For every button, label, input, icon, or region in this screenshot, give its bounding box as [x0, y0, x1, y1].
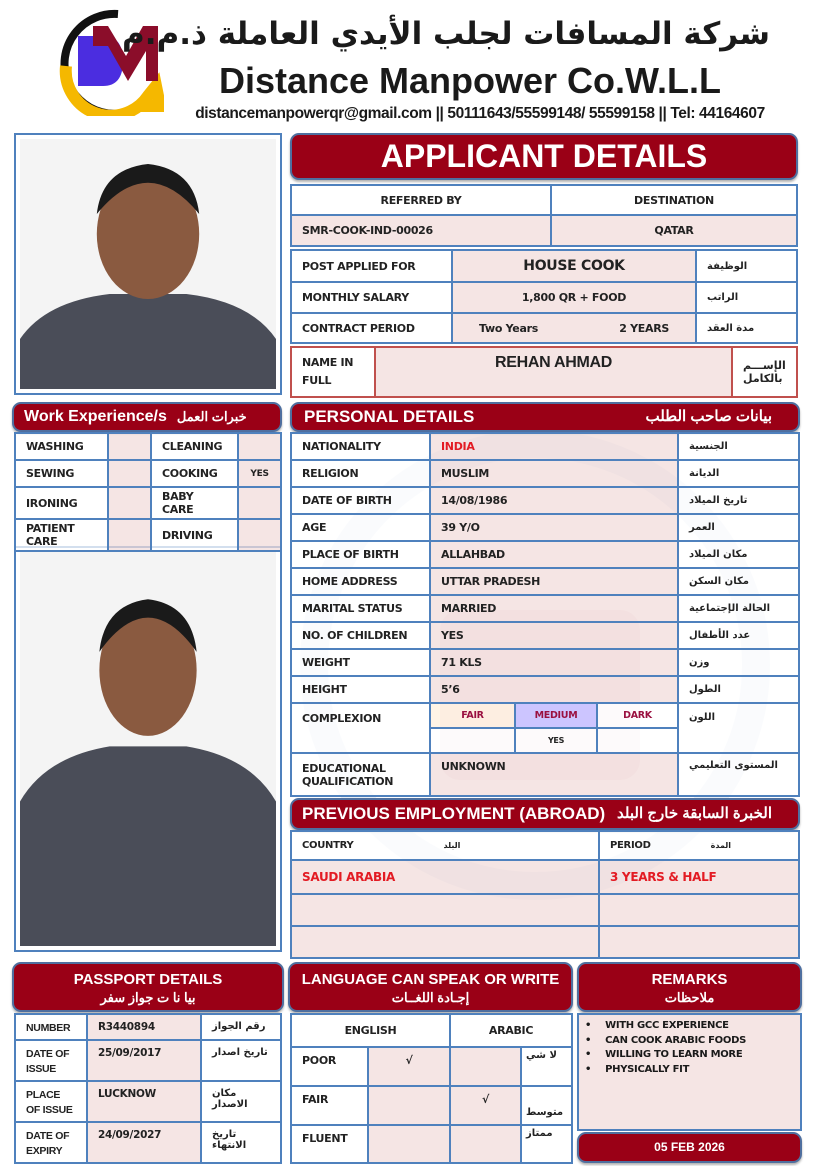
- field-value: MUSLIM: [430, 460, 678, 487]
- name-label-ar: الإســـم بالكامل: [732, 347, 797, 397]
- skill-value: [238, 433, 281, 460]
- contract-value: [452, 313, 696, 343]
- remarks-list: [585, 1019, 794, 1077]
- work-experience-table: [14, 432, 282, 552]
- field-value: 71 KLS: [430, 649, 678, 676]
- field-label-ar: عدد الأطفال: [678, 622, 799, 649]
- previous-employment-title-ar: الخبرة السابقة خارج البلد: [617, 805, 772, 822]
- complexion-medium-mark: YES: [515, 728, 597, 753]
- level-label-ar: متوسط: [521, 1086, 572, 1125]
- post-value: HOUSE COOK: [452, 250, 696, 282]
- arabic-level-mark: [450, 1047, 521, 1086]
- english-header: ENGLISH: [291, 1014, 450, 1047]
- field-label-ar: تاريخ الميلاد: [678, 487, 799, 514]
- skill-label: BABY CARE: [151, 487, 238, 519]
- passport-table: [14, 1013, 282, 1164]
- field-label-ar: العمر: [678, 514, 799, 541]
- education-label: EDUCATIONAL QUALIFICATION: [291, 753, 430, 796]
- field-label-ar: وزن: [678, 649, 799, 676]
- field-value: MARRIED: [430, 595, 678, 622]
- skill-label: COOKING: [151, 460, 238, 487]
- field-value: UTTAR PRADESH: [430, 568, 678, 595]
- personal-row: [291, 676, 799, 703]
- english-level-mark: [368, 1086, 450, 1125]
- passport-field-label-ar: تاريخ الانتهاء: [201, 1122, 281, 1163]
- skill-label: DRIVING: [151, 519, 238, 551]
- field-label-ar: مكان الميلاد: [678, 541, 799, 568]
- complexion-fair-mark: [430, 728, 515, 753]
- referred-by-value: SMR-COOK-IND-00026: [291, 215, 551, 246]
- applicant-full-photo: [14, 546, 282, 952]
- personal-details-banner: [290, 402, 800, 432]
- previous-employment-banner: [290, 798, 800, 830]
- english-level-mark: [368, 1125, 450, 1163]
- language-row: [291, 1125, 572, 1163]
- skill-label: CLEANING: [151, 433, 238, 460]
- complexion-dark: DARK: [597, 703, 678, 728]
- work-experience-title-ar: خبرات العمل: [176, 409, 247, 424]
- arabic-level-mark: [450, 1125, 521, 1163]
- work-experience-row: [15, 460, 281, 487]
- field-value: 39 Y/O: [430, 514, 678, 541]
- field-label: AGE: [291, 514, 430, 541]
- language-banner: [288, 962, 573, 1012]
- complexion-label: COMPLEXION: [291, 703, 430, 753]
- complexion-label-ar: اللون: [678, 703, 799, 753]
- remark-item: • PHYSICALLY FIT: [585, 1063, 690, 1075]
- personal-row: [291, 514, 799, 541]
- salary-label: MONTHLY SALARY: [291, 282, 452, 313]
- field-label: HOME ADDRESS: [291, 568, 430, 595]
- employment-period: [599, 926, 799, 958]
- remark-text: PHYSICALLY FIT: [605, 1063, 690, 1075]
- personal-row: [291, 568, 799, 595]
- language-row: [291, 1086, 572, 1125]
- skill-value: [238, 519, 281, 551]
- complexion-dark-mark: [597, 728, 678, 753]
- period-label-ar: المدة: [710, 841, 732, 850]
- field-label-ar: الديانة: [678, 460, 799, 487]
- contract-label: CONTRACT PERIOD: [291, 313, 452, 343]
- remarks-title: REMARKS: [651, 971, 728, 988]
- skill-value: [238, 487, 281, 519]
- skill-label: WASHING: [15, 433, 108, 460]
- complexion-medium: MEDIUM: [515, 703, 597, 728]
- passport-field-label-ar: مكان الاصدار: [201, 1081, 281, 1122]
- remark-text: WILLING TO LEARN MORE: [605, 1049, 743, 1060]
- language-row: [291, 1047, 572, 1086]
- destination-label: DESTINATION: [551, 185, 797, 215]
- destination-value: QATAR: [551, 215, 797, 246]
- remark-item: • WILLING TO LEARN MORE: [585, 1049, 743, 1060]
- personal-row: [291, 622, 799, 649]
- work-experience-title: Work Experience/s: [24, 408, 167, 425]
- field-label-ar: الطول: [678, 676, 799, 703]
- applicant-details-banner: APPLICANT DETAILS: [290, 133, 798, 180]
- company-name: Distance Manpower Co.W.L.L: [218, 60, 722, 101]
- field-value: ALLAHBAD: [430, 541, 678, 568]
- complexion-fair: FAIR: [430, 703, 515, 728]
- passport-field-label: PLACE OF ISSUE: [15, 1081, 87, 1122]
- personal-row: [291, 649, 799, 676]
- contract-value-years: 2 YEARS: [619, 321, 669, 335]
- work-experience-row: [15, 519, 281, 551]
- field-value: INDIA: [430, 433, 678, 460]
- skill-label: SEWING: [15, 460, 108, 487]
- level-label-ar: ممتاز: [521, 1125, 572, 1163]
- employment-period: 3 YEARS & HALF: [599, 860, 799, 894]
- remarks-title-ar: ملاحظات: [664, 990, 715, 1005]
- employment-row: [291, 926, 799, 958]
- education-label-ar: المستوى التعليمي: [678, 753, 799, 796]
- applicant-photo: [14, 133, 282, 395]
- country-header: [291, 831, 599, 860]
- post-label: POST APPLIED FOR: [291, 250, 452, 282]
- passport-title-ar: بيا نا ت جواز سفر: [100, 990, 196, 1005]
- previous-employment-title: PREVIOUS EMPLOYMENT (ABROAD): [302, 804, 606, 823]
- skill-value: YES: [238, 460, 281, 487]
- period-label: PERIOD: [610, 840, 651, 851]
- company-name-arabic: شركة المسافات لجلب الأيدي العاملة ذ.م.م: [122, 16, 770, 52]
- field-label-ar: مكان السكن: [678, 568, 799, 595]
- country-label-ar: البلد: [443, 841, 461, 850]
- passport-field-value: R3440894: [87, 1014, 201, 1040]
- salary-label-ar: الراتب: [696, 282, 797, 313]
- passport-field-value: LUCKNOW: [87, 1081, 201, 1122]
- work-experience-row: [15, 487, 281, 519]
- name-label: NAME IN FULL: [291, 347, 375, 397]
- referred-by-label: REFERRED BY: [291, 185, 551, 215]
- remark-text: WITH GCC EXPERIENCE: [605, 1020, 729, 1031]
- skill-label: IRONING: [15, 487, 108, 519]
- remark-text: CAN COOK ARABIC FOODS: [605, 1034, 746, 1046]
- field-value: YES: [430, 622, 678, 649]
- passport-field-label: DATE OF ISSUE: [15, 1040, 87, 1081]
- work-experience-banner: [12, 402, 282, 432]
- remark-item: • CAN COOK ARABIC FOODS: [585, 1034, 746, 1046]
- company-contact: distancemanpowerqr@gmail.com || 50111643/55599148/ 55599158 || Tel: 44164607: [195, 105, 765, 122]
- language-table: [290, 1013, 573, 1164]
- language-title-ar: إجـادة اللغــات: [391, 990, 470, 1005]
- personal-row: [291, 541, 799, 568]
- employment-row: [291, 894, 799, 926]
- passport-row: [15, 1040, 281, 1081]
- personal-details-table: [290, 432, 800, 797]
- name-table: [290, 346, 798, 398]
- skill-value: [108, 519, 151, 551]
- contract-label-ar: مدة العقد: [696, 313, 797, 343]
- skill-value: [108, 433, 151, 460]
- language-title: LANGUAGE CAN SPEAK OR WRITE: [301, 971, 560, 988]
- employment-row: [291, 860, 799, 894]
- country-label: COUNTRY: [302, 840, 354, 851]
- passport-field-label-ar: رقم الجواز: [201, 1014, 281, 1040]
- personal-details-title-ar: بيانات صاحب الطلب: [645, 408, 772, 425]
- post-label-ar: الوظيفة: [696, 250, 797, 282]
- skill-value: [108, 460, 151, 487]
- salary-value: 1,800 QR + FOOD: [452, 282, 696, 313]
- passport-row: [15, 1122, 281, 1163]
- field-value: 14/08/1986: [430, 487, 678, 514]
- work-experience-row: [15, 433, 281, 460]
- arabic-header: ARABIC: [450, 1014, 572, 1047]
- passport-field-label-ar: تاريخ اصدار: [201, 1040, 281, 1081]
- skill-value: [108, 487, 151, 519]
- job-table: [290, 249, 798, 344]
- level-label: FLUENT: [291, 1125, 368, 1163]
- full-name-value: REHAN AHMAD: [375, 347, 732, 397]
- period-header: [599, 831, 799, 860]
- field-label: NATIONALITY: [291, 433, 430, 460]
- field-value: 5’6: [430, 676, 678, 703]
- employment-country: [291, 926, 599, 958]
- field-label: PLACE OF BIRTH: [291, 541, 430, 568]
- field-label-ar: الجنسية: [678, 433, 799, 460]
- arabic-level-mark: √: [450, 1086, 521, 1125]
- previous-employment-table: [290, 830, 800, 959]
- skill-label: PATIENT CARE: [15, 519, 108, 551]
- english-level-mark: √: [368, 1047, 450, 1086]
- passport-title: PASSPORT DETAILS: [73, 971, 223, 988]
- field-label-ar: الحالة الإجتماعية: [678, 595, 799, 622]
- remarks-banner: [577, 962, 802, 1012]
- contract-value-words: Two Years: [479, 321, 538, 335]
- employment-country: SAUDI ARABIA: [291, 860, 599, 894]
- passport-field-label: DATE OF EXPIRY: [15, 1122, 87, 1163]
- personal-row: [291, 595, 799, 622]
- passport-field-value: 24/09/2027: [87, 1122, 201, 1163]
- referral-table: [290, 184, 798, 247]
- level-label: FAIR: [291, 1086, 368, 1125]
- level-label-ar: لا شي: [521, 1047, 572, 1086]
- personal-row: [291, 433, 799, 460]
- personal-row: [291, 460, 799, 487]
- education-value: UNKNOWN: [430, 753, 678, 796]
- field-label: MARITAL STATUS: [291, 595, 430, 622]
- field-label: WEIGHT: [291, 649, 430, 676]
- employment-country: [291, 894, 599, 926]
- passport-banner: [12, 962, 284, 1012]
- field-label: RELIGION: [291, 460, 430, 487]
- field-label: NO. OF CHILDREN: [291, 622, 430, 649]
- field-label: HEIGHT: [291, 676, 430, 703]
- passport-field-label: NUMBER: [15, 1014, 87, 1040]
- employment-period: [599, 894, 799, 926]
- personal-row: [291, 487, 799, 514]
- personal-details-title: PERSONAL DETAILS: [304, 407, 475, 426]
- passport-row: [15, 1081, 281, 1122]
- field-label: DATE OF BIRTH: [291, 487, 430, 514]
- remark-item: • WITH GCC EXPERIENCE: [585, 1020, 729, 1031]
- remarks-date: 05 FEB 2026: [577, 1132, 802, 1163]
- level-label: POOR: [291, 1047, 368, 1086]
- passport-row: [15, 1014, 281, 1040]
- remarks-box: [577, 1013, 802, 1131]
- passport-field-value: 25/09/2017: [87, 1040, 201, 1081]
